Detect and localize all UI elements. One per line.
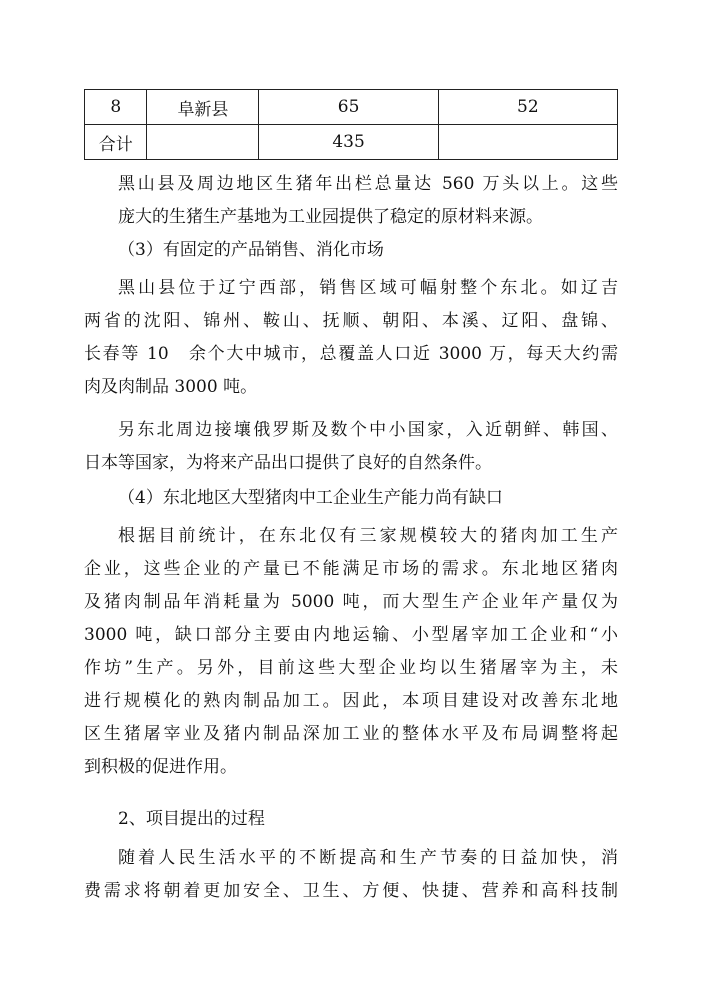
heading-text: （4）东北地区大型猪肉中工企业生产能力尚有缺口 xyxy=(118,488,503,508)
text-line: 黑山县及周边地区生猪年出栏总量达 560 万头以上。这些 xyxy=(118,174,618,194)
production-table xyxy=(84,89,618,160)
text-line: 随着人民生活水平的不断提高和生产节奏的日益加快，消 xyxy=(118,848,618,868)
table-row xyxy=(85,90,618,125)
text-line: 3000 吨，缺口部分主要由内地运输、小型屠宰加工企业和“小 xyxy=(84,625,618,645)
text-line: 区生猪屠宰业及猪内制品深加工业的整体水平及布局调整将起 xyxy=(84,724,618,744)
table-cell: 65 xyxy=(259,90,438,125)
text-line: 进行规模化的熟肉制品加工。因此，本项目建设对改善东北地 xyxy=(84,691,618,711)
text-line: 黑山县位于辽宁西部，销售区域可幅射整个东北。如辽吉 xyxy=(118,278,618,298)
heading-section-2 xyxy=(84,803,618,836)
text-line: 长春等 10 余个大中城市，总覆盖人口近 3000 万，每天大约需 xyxy=(84,344,618,364)
text-line: 作坊”生产。另外，目前这些大型企业均以生猪屠宰为主，未 xyxy=(84,658,618,678)
text-line: 企业，这些企业的产量已不能满足市场的需求。东北地区猪肉 xyxy=(84,559,618,579)
text-line: 根据目前统计，在东北仅有三家规模较大的猪肉加工生产 xyxy=(118,526,618,546)
table-cell: 52 xyxy=(438,90,617,125)
table-cell xyxy=(438,125,617,160)
text-line: 费需求将朝着更加安全、卫生、方便、快捷、营养和高科技制 xyxy=(84,881,618,901)
heading-text: 2、项目提出的过程 xyxy=(118,809,265,829)
text-line: 两省的沈阳、锦州、鞍山、抚顺、朝阳、本溪、辽阳、盘锦、 xyxy=(84,311,618,331)
text-line: 及猪肉制品年消耗量为 5000 吨，而大型生产企业年产量仅为 xyxy=(84,592,618,612)
text-line: 肉及肉制品 3000 吨。 xyxy=(84,377,258,397)
paragraph-sales-region xyxy=(84,272,618,404)
text-line: 庞大的生猪生产基地为工业园提供了稳定的原材料来源。 xyxy=(118,207,543,227)
heading-text: （3）有固定的产品销售、消化市场 xyxy=(118,240,384,260)
heading-capacity-gap xyxy=(84,482,618,515)
paragraph-export-conditions xyxy=(84,414,618,480)
table-cell: 435 xyxy=(259,125,438,160)
text-line: 另东北周边接壤俄罗斯及数个中小国家，入近朝鲜、韩国、 xyxy=(118,420,618,440)
table-row xyxy=(85,125,618,160)
heading-sales-market xyxy=(84,234,618,267)
text-line: 日本等国家，为将来产品出口提供了良好的自然条件。 xyxy=(84,453,492,473)
table-cell: 阜新县 xyxy=(147,90,259,125)
text-line: 到积极的促进作用。 xyxy=(84,757,237,777)
table-cell: 8 xyxy=(85,90,147,125)
table-cell: 合计 xyxy=(85,125,147,160)
table-cell xyxy=(147,125,259,160)
paragraph-pig-supply xyxy=(84,168,618,234)
paragraph-capacity-stats xyxy=(84,520,618,784)
paragraph-consumer-demand xyxy=(84,842,618,908)
